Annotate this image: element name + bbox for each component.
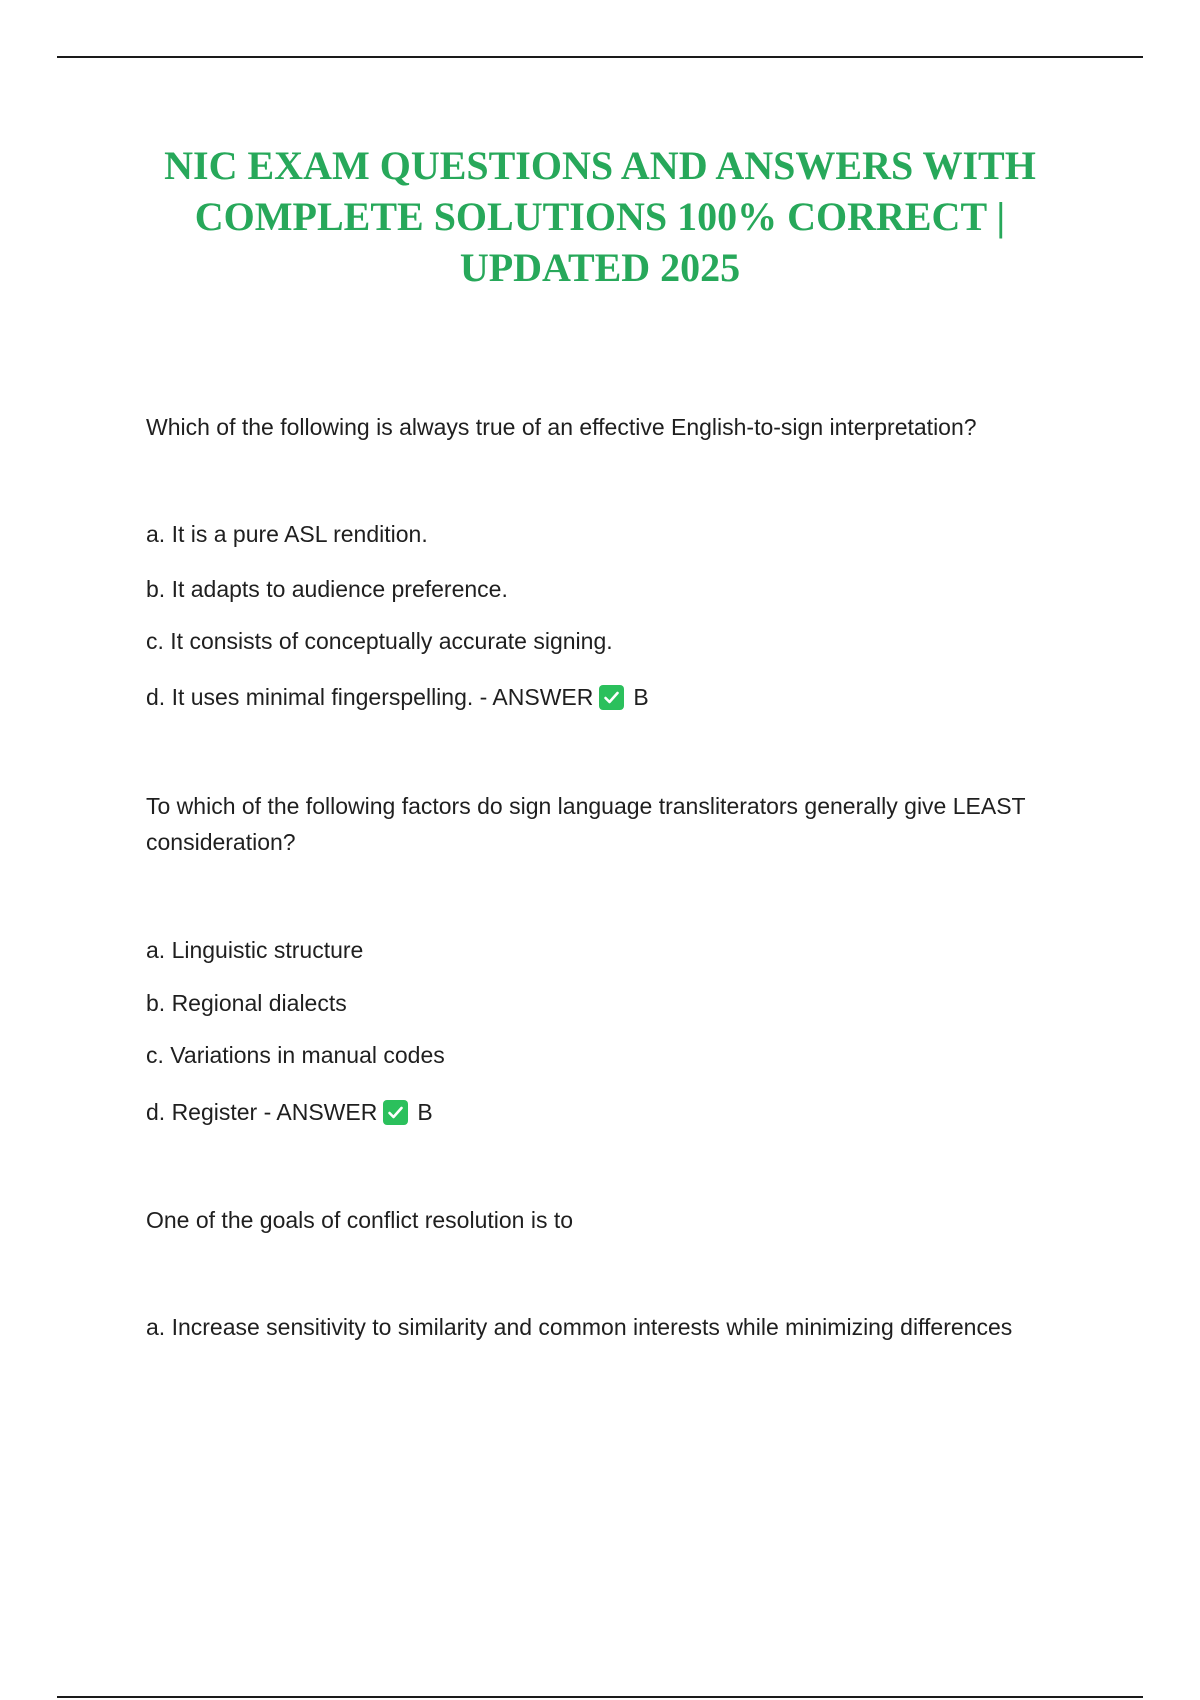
answer-option: a. Increase sensitivity to similarity and common interests while minimizing differences bbox=[146, 1314, 1013, 1340]
answer-option bbox=[146, 679, 649, 715]
answer-option-text: d. Register - ANSWER bbox=[146, 1099, 378, 1125]
answer-value: B bbox=[633, 684, 649, 710]
answer-value: B bbox=[417, 1099, 433, 1125]
header-rule bbox=[57, 56, 1143, 58]
question-prompt: One of the goals of conflict resolution is to bbox=[146, 1207, 574, 1233]
title-line: UPDATED 2025 bbox=[459, 245, 741, 290]
question-prompt: Which of the following is always true of an effective English-to-sign interpretation? bbox=[146, 414, 977, 440]
answer-option: b. It adapts to audience preference. bbox=[146, 576, 508, 602]
check-mark-icon bbox=[599, 685, 624, 710]
answer-option: c. It consists of conceptually accurate signing. bbox=[146, 628, 613, 654]
footer-rule bbox=[57, 1696, 1143, 1698]
answer-option: b. Regional dialects bbox=[146, 990, 347, 1016]
title-line: NIC EXAM QUESTIONS AND ANSWERS WITH bbox=[164, 143, 1036, 188]
answer-option: a. It is a pure ASL rendition. bbox=[146, 521, 428, 547]
check-mark-icon bbox=[383, 1100, 408, 1125]
question-prompt: To which of the following factors do sign language transliterators generally give LEAST consideration? bbox=[146, 793, 1026, 855]
answer-option-text: d. It uses minimal fingerspelling. - ANSWER bbox=[146, 684, 594, 710]
document-title bbox=[100, 140, 1100, 293]
answer-option: a. Linguistic structure bbox=[146, 937, 364, 963]
title-line: COMPLETE SOLUTIONS 100% CORRECT | bbox=[194, 194, 1006, 239]
answer-option: c. Variations in manual codes bbox=[146, 1042, 445, 1068]
answer-option bbox=[146, 1094, 433, 1130]
